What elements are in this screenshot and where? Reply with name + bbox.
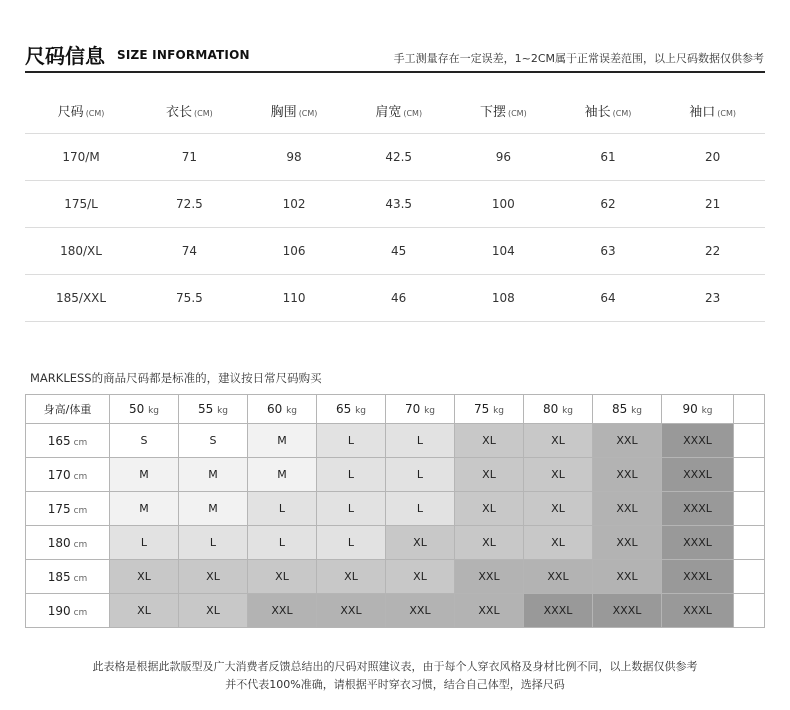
size-cell: XXL — [455, 594, 524, 628]
table-cell: 61 — [556, 134, 661, 181]
table-row — [25, 134, 765, 181]
table-cell: 180/XL — [25, 228, 137, 275]
table-cell: 46 — [346, 275, 451, 322]
size-cell: XXL — [386, 594, 455, 628]
size-cell: XXXL — [662, 526, 734, 560]
size-cell: L — [110, 526, 179, 560]
size-cell: XL — [179, 594, 248, 628]
size-cell: XXL — [593, 492, 662, 526]
empty-cell — [734, 492, 765, 526]
size-table-header — [25, 87, 765, 134]
table-cell: 45 — [346, 228, 451, 275]
recommendation-intro: MARKLESS的商品尺码都是标准的，建议按日常尺码购买 — [30, 371, 322, 385]
size-cell: XXL — [248, 594, 317, 628]
table-cell: 63 — [556, 228, 661, 275]
height-label: 165 cm — [26, 424, 110, 458]
page-title: 尺码信息 — [25, 44, 105, 68]
size-cell: XL — [455, 492, 524, 526]
size-cell: M — [248, 424, 317, 458]
weight-header: 65 kg — [317, 395, 386, 424]
col-header: 胸围 (CM) — [242, 87, 347, 134]
size-cell: XL — [179, 560, 248, 594]
table-cell: 108 — [451, 275, 556, 322]
size-cell: XL — [524, 526, 593, 560]
table-cell: 104 — [451, 228, 556, 275]
size-table — [25, 87, 765, 322]
table-cell: 20 — [660, 134, 765, 181]
weight-header: 60 kg — [248, 395, 317, 424]
weight-header: 55 kg — [179, 395, 248, 424]
height-label: 180 cm — [26, 526, 110, 560]
size-cell: L — [179, 526, 248, 560]
height-row — [26, 560, 765, 594]
weight-header: 70 kg — [386, 395, 455, 424]
size-cell: M — [179, 458, 248, 492]
table-cell: 42.5 — [346, 134, 451, 181]
size-cell: M — [110, 458, 179, 492]
size-cell: XL — [317, 560, 386, 594]
size-cell: L — [317, 424, 386, 458]
height-row — [26, 526, 765, 560]
col-header: 尺码 (CM) — [25, 87, 137, 134]
size-cell: S — [179, 424, 248, 458]
table-cell: 21 — [660, 181, 765, 228]
col-header: 袖长 (CM) — [556, 87, 661, 134]
header-divider — [25, 71, 765, 73]
weight-header: 80 kg — [524, 395, 593, 424]
weight-header: 50 kg — [110, 395, 179, 424]
footer-note-line-2: 并不代表100%准确，请根据平时穿衣习惯，结合自己体型，选择尺码 — [225, 678, 565, 691]
size-cell: XXL — [317, 594, 386, 628]
table-row — [25, 275, 765, 322]
table-cell: 175/L — [25, 181, 137, 228]
size-cell: XXL — [593, 526, 662, 560]
col-header: 下摆 (CM) — [451, 87, 556, 134]
size-cell: XL — [386, 560, 455, 594]
table-cell: 23 — [660, 275, 765, 322]
size-cell: M — [110, 492, 179, 526]
table-cell: 185/XXL — [25, 275, 137, 322]
weight-header: 75 kg — [455, 395, 524, 424]
table-row — [25, 228, 765, 275]
size-cell: L — [386, 492, 455, 526]
size-cell: XL — [248, 560, 317, 594]
height-label: 185 cm — [26, 560, 110, 594]
height-row — [26, 492, 765, 526]
table-cell: 110 — [242, 275, 347, 322]
empty-cell — [734, 424, 765, 458]
size-cell: XXL — [593, 458, 662, 492]
size-cell: XXL — [455, 560, 524, 594]
size-cell: L — [248, 526, 317, 560]
size-cell: S — [110, 424, 179, 458]
size-cell: XXXL — [662, 458, 734, 492]
measurement-note: 手工测量存在一定误差，1~2CM属于正常误差范围，以上尺码数据仅供参考 — [393, 52, 764, 65]
empty-cell — [734, 458, 765, 492]
empty-cell — [734, 594, 765, 628]
size-cell: L — [317, 492, 386, 526]
size-cell: XL — [110, 560, 179, 594]
size-cell: XL — [524, 424, 593, 458]
table-cell: 170/M — [25, 134, 137, 181]
size-cell: XL — [455, 526, 524, 560]
size-cell: XL — [455, 458, 524, 492]
size-cell: L — [317, 526, 386, 560]
page-subtitle: SIZE INFORMATION — [117, 48, 250, 62]
size-cell: L — [317, 458, 386, 492]
table-cell: 74 — [137, 228, 242, 275]
size-cell: M — [179, 492, 248, 526]
table-cell: 106 — [242, 228, 347, 275]
size-cell: XL — [386, 526, 455, 560]
weight-header-row — [26, 395, 765, 424]
col-header: 肩宽 (CM) — [346, 87, 451, 134]
table-cell: 96 — [451, 134, 556, 181]
table-cell: 71 — [137, 134, 242, 181]
table-row — [25, 181, 765, 228]
table-cell: 22 — [660, 228, 765, 275]
table-cell: 64 — [556, 275, 661, 322]
size-cell: L — [248, 492, 317, 526]
weight-header: 90 kg — [662, 395, 734, 424]
height-row — [26, 458, 765, 492]
height-row — [26, 594, 765, 628]
table-cell: 100 — [451, 181, 556, 228]
empty-cell — [734, 526, 765, 560]
size-cell: XL — [524, 492, 593, 526]
size-cell: XXL — [593, 424, 662, 458]
col-header: 袖口 (CM) — [660, 87, 765, 134]
table-cell: 72.5 — [137, 181, 242, 228]
table-cell: 43.5 — [346, 181, 451, 228]
footer-note-line-1: 此表格是根据此款版型及广大消费者反馈总结出的尺码对照建议表，由于每个人穿衣风格及身材比例不同，以上数据仅供参考 — [92, 660, 698, 673]
size-cell: XXXL — [593, 594, 662, 628]
height-row — [26, 424, 765, 458]
table-cell: 62 — [556, 181, 661, 228]
corner-label: 身高/体重 — [26, 395, 110, 424]
size-cell: XXXL — [524, 594, 593, 628]
size-cell: L — [386, 424, 455, 458]
size-cell: M — [248, 458, 317, 492]
table-cell: 102 — [242, 181, 347, 228]
size-cell: XXXL — [662, 424, 734, 458]
height-label: 170 cm — [26, 458, 110, 492]
weight-header: 85 kg — [593, 395, 662, 424]
size-cell: XXXL — [662, 560, 734, 594]
size-cell: L — [386, 458, 455, 492]
height-label: 190 cm — [26, 594, 110, 628]
table-cell: 98 — [242, 134, 347, 181]
size-cell: XXL — [524, 560, 593, 594]
size-cell: XXXL — [662, 492, 734, 526]
size-cell: XL — [455, 424, 524, 458]
empty-cell — [734, 560, 765, 594]
size-cell: XL — [524, 458, 593, 492]
table-cell: 75.5 — [137, 275, 242, 322]
size-cell: XXL — [593, 560, 662, 594]
empty-header-cell — [734, 395, 765, 424]
size-cell: XL — [110, 594, 179, 628]
col-header: 衣长 (CM) — [137, 87, 242, 134]
size-cell: XXXL — [662, 594, 734, 628]
size-recommendation-table — [25, 394, 765, 628]
height-label: 175 cm — [26, 492, 110, 526]
